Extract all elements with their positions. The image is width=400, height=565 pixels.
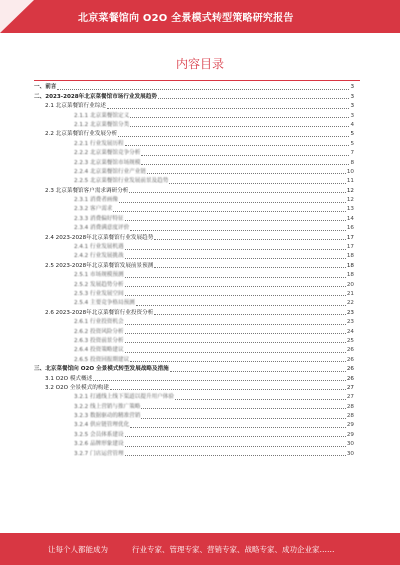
toc-entry-page: 26: [346, 347, 354, 354]
toc-entry-page: 29: [346, 422, 354, 429]
toc-entry-text: 2.3.2 客户需求: [74, 206, 113, 213]
toc-entry-page: 16: [346, 225, 354, 232]
toc-leader-dots: [141, 164, 349, 165]
toc-entry-page: 23: [346, 319, 354, 326]
toc-entry[interactable]: [34, 176, 354, 185]
footer-slogan-right: 行业专家、管理专家、营销专家、战略专家、成功企业家……: [132, 545, 335, 554]
toc-entry-page: 4: [350, 121, 354, 128]
toc-leader-dots: [110, 389, 346, 390]
toc-leader-dots: [170, 371, 346, 372]
toc-entry-page: 18: [346, 262, 354, 269]
toc-entry-page: 26: [346, 356, 354, 363]
toc-entry[interactable]: [34, 373, 354, 382]
toc-leader-dots: [130, 126, 349, 127]
toc-leader-dots: [158, 98, 349, 99]
toc-entry-page: 5: [350, 140, 354, 147]
toc-entry-text: 3.2 O2O 全景模式的构建: [45, 384, 109, 391]
toc-entry-page: 5: [350, 131, 354, 138]
toc-leader-dots: [129, 192, 345, 193]
toc-entry[interactable]: [34, 185, 354, 194]
toc-leader-dots: [125, 295, 346, 296]
toc-entry-text: 2.5.4 主要竞争格局预测: [74, 300, 135, 307]
toc-entry[interactable]: [34, 364, 354, 373]
table-of-contents: [34, 82, 354, 458]
toc-entry-text: 3.2.1 打通线上线下渠道以提升用户体验: [74, 394, 174, 401]
toc-entry[interactable]: [34, 251, 354, 260]
toc-leader-dots: [141, 155, 349, 156]
toc-entry-text: 3.2.4 供应链管理优化: [74, 422, 130, 429]
toc-entry-text: 2.3.1 消费者画像: [74, 197, 118, 204]
toc-entry-text: 3.1 O2O 模式概述: [45, 375, 93, 382]
toc-entry-text: 2.3 北京菜餐馆客户需求调研分析: [45, 187, 129, 194]
toc-leader-dots: [154, 267, 346, 268]
toc-leader-dots: [125, 286, 346, 287]
toc-entry-page: 26: [346, 375, 354, 382]
toc-leader-dots: [130, 230, 346, 231]
toc-entry[interactable]: [34, 232, 354, 241]
toc-entry[interactable]: [34, 279, 354, 288]
toc-entry-text: 2.6.4 投资策略建议: [74, 347, 124, 354]
toc-entry-page: 22: [346, 300, 354, 307]
toc-entry[interactable]: [34, 336, 354, 345]
toc-entry[interactable]: [34, 289, 354, 298]
toc-entry-page: 3: [350, 84, 354, 91]
toc-entry-page: 8: [350, 159, 354, 166]
toc-title: 内容目录: [175, 57, 224, 71]
toc-entry-text: 一、前言: [34, 84, 57, 91]
toc-entry-page: 20: [346, 281, 354, 288]
toc-leader-dots: [141, 418, 346, 419]
toc-entry[interactable]: [34, 420, 354, 429]
toc-leader-dots: [125, 258, 346, 259]
toc-entry-text: 三、北京菜餐馆向 O2O 全景模式转型发展战略及措施: [34, 366, 169, 373]
toc-entry[interactable]: [34, 307, 354, 316]
toc-entry[interactable]: [34, 260, 354, 269]
page-header: [0, 0, 400, 33]
toc-leader-dots: [147, 173, 346, 174]
toc-entry[interactable]: [34, 401, 354, 410]
toc-entry-page: 30: [346, 441, 354, 448]
toc-entry-page: 13: [346, 206, 354, 213]
toc-entry[interactable]: [34, 345, 354, 354]
toc-entry-page: 30: [346, 450, 354, 457]
toc-entry-text: 3.2.7 门店运营管理: [74, 450, 124, 457]
toc-entry[interactable]: [34, 429, 354, 438]
toc-entry-page: 3: [350, 93, 354, 100]
toc-leader-dots: [125, 352, 346, 353]
toc-entry[interactable]: [34, 298, 354, 307]
toc-entry-text: 2.4.1 行业发展机遇: [74, 244, 124, 251]
toc-entry-page: 25: [346, 337, 354, 344]
toc-entry-text: 2.3.3 消费偏好特征: [74, 215, 124, 222]
toc-entry-text: 3.2.3 数据驱动的精准营销: [74, 413, 141, 420]
toc-leader-dots: [125, 277, 346, 278]
toc-entry-text: 2.6.2 投资风险分析: [74, 328, 124, 335]
toc-entry-page: 7: [350, 150, 354, 157]
toc-entry-page: 24: [346, 328, 354, 335]
toc-leader-dots: [141, 408, 346, 409]
toc-entry-page: 11: [346, 178, 354, 185]
toc-entry[interactable]: [34, 392, 354, 401]
toc-entry-text: 2.2.3 北京菜餐馆市场规模: [74, 159, 141, 166]
header-corner-decoration: [0, 0, 34, 33]
toc-entry-text: 2.4 2023-2028年北京菜餐馆行业发展趋势: [45, 234, 154, 241]
toc-leader-dots: [175, 399, 346, 400]
toc-entry-text: 2.6.3 投资前景分析: [74, 337, 124, 344]
toc-leader-dots: [125, 324, 346, 325]
toc-entry[interactable]: [34, 195, 354, 204]
toc-entry-text: 2.6.5 投资回报期建议: [74, 356, 130, 363]
toc-entry-text: 2.2.4 北京菜餐馆行业产业链: [74, 168, 146, 175]
header-title: 北京菜餐馆向 O2O 全景模式转型策略研究报告: [78, 13, 294, 24]
toc-entry-page: 23: [346, 309, 354, 316]
toc-entry[interactable]: [34, 129, 354, 138]
toc-entry-page: 27: [346, 384, 354, 391]
toc-entry-text: 2.1.2 北京菜餐馆分类: [74, 121, 130, 128]
toc-leader-dots: [125, 145, 350, 146]
toc-leader-dots: [57, 89, 349, 90]
toc-entry[interactable]: [34, 204, 354, 213]
toc-entry-page: 29: [346, 431, 354, 438]
toc-entry-text: 2.5 2023-2028年北京菜餐馆发展前景预测: [45, 262, 154, 269]
footer-slogan-left: 让每个人都能成为: [48, 545, 108, 554]
toc-entry-page: 3: [350, 103, 354, 110]
toc-leader-dots: [125, 333, 346, 334]
toc-entry[interactable]: [34, 383, 354, 392]
toc-entry-text: 2.2.2 北京菜餐馆竞争分析: [74, 150, 141, 157]
toc-entry[interactable]: [34, 326, 354, 335]
toc-entry[interactable]: [34, 120, 354, 129]
toc-entry[interactable]: [34, 317, 354, 326]
toc-entry[interactable]: [34, 223, 354, 232]
toc-entry-page: 18: [346, 253, 354, 260]
toc-leader-dots: [136, 305, 346, 306]
toc-leader-dots: [154, 314, 346, 315]
toc-entry-page: 18: [346, 272, 354, 279]
toc-leader-dots: [154, 239, 346, 240]
toc-entry-text: 2.6 2023-2028年北京菜餐馆行业投资分析: [45, 309, 154, 316]
toc-leader-dots: [169, 183, 346, 184]
toc-entry-text: 2.2.1 行业发展历程: [74, 140, 124, 147]
toc-entry-text: 二、2023-2028年北京菜餐馆市场行业发展趋势: [34, 93, 157, 100]
toc-entry[interactable]: [34, 82, 354, 91]
toc-leader-dots: [93, 380, 346, 381]
toc-entry-text: 2.4.2 行业发展挑战: [74, 253, 124, 260]
toc-entry-text: 2.5.3 行业发展空间: [74, 290, 124, 297]
toc-leader-dots: [113, 211, 345, 212]
toc-entry[interactable]: [34, 354, 354, 363]
toc-entry[interactable]: [34, 411, 354, 420]
toc-entry-text: 2.5.2 发展趋势分析: [74, 281, 124, 288]
toc-leader-dots: [130, 427, 346, 428]
page-footer: [0, 533, 400, 565]
toc-leader-dots: [125, 436, 346, 437]
toc-entry-page: 12: [346, 197, 354, 204]
toc-entry-page: 26: [346, 366, 354, 373]
toc-leader-dots: [125, 249, 346, 250]
toc-entry-text: 2.1.1 北京菜餐馆定义: [74, 112, 130, 119]
toc-leader-dots: [130, 117, 349, 118]
toc-entry-page: 21: [346, 290, 354, 297]
toc-leader-dots: [125, 446, 346, 447]
toc-entry-page: 28: [346, 413, 354, 420]
toc-entry-text: 3.2.5 会员体系建设: [74, 431, 124, 438]
toc-entry-text: 2.2.5 北京菜餐馆行业发展前景及趋势: [74, 178, 169, 185]
toc-entry[interactable]: [34, 439, 354, 448]
toc-entry[interactable]: [34, 167, 354, 176]
toc-entry-page: 27: [346, 394, 354, 401]
toc-entry-text: 2.1 北京菜餐馆行业综述: [45, 103, 107, 110]
toc-leader-dots: [125, 455, 346, 456]
toc-leader-dots: [118, 136, 349, 137]
toc-entry-page: 12: [346, 187, 354, 194]
toc-entry-text: 2.5.1 市场规模预测: [74, 272, 124, 279]
toc-entry[interactable]: [34, 448, 354, 457]
toc-leader-dots: [130, 361, 346, 362]
toc-entry-text: 2.2 北京菜餐馆行业发展分析: [45, 131, 118, 138]
toc-entry[interactable]: [34, 157, 354, 166]
toc-entry[interactable]: [34, 213, 354, 222]
toc-entry-page: 14: [346, 215, 354, 222]
toc-entry-page: 3: [350, 112, 354, 119]
toc-entry[interactable]: [34, 110, 354, 119]
toc-divider: [34, 80, 360, 81]
toc-entry-text: 3.2.2 线上营销与推广策略: [74, 403, 141, 410]
toc-entry[interactable]: [34, 148, 354, 157]
toc-leader-dots: [125, 342, 346, 343]
toc-entry[interactable]: [34, 270, 354, 279]
toc-entry[interactable]: [34, 101, 354, 110]
toc-leader-dots: [119, 202, 346, 203]
toc-entry-page: 17: [346, 234, 354, 241]
toc-leader-dots: [107, 108, 349, 109]
toc-entry-page: 10: [346, 168, 354, 175]
toc-entry-text: 3.2.6 品牌形象建设: [74, 441, 124, 448]
toc-entry-page: 28: [346, 403, 354, 410]
toc-entry-page: 17: [346, 244, 354, 251]
toc-entry[interactable]: [34, 242, 354, 251]
toc-entry[interactable]: [34, 138, 354, 147]
toc-entry-text: 2.6.1 行业投资机会: [74, 319, 124, 326]
toc-entry-text: 2.3.4 消费满意度评价: [74, 225, 130, 232]
toc-entry[interactable]: [34, 91, 354, 100]
toc-leader-dots: [125, 220, 346, 221]
